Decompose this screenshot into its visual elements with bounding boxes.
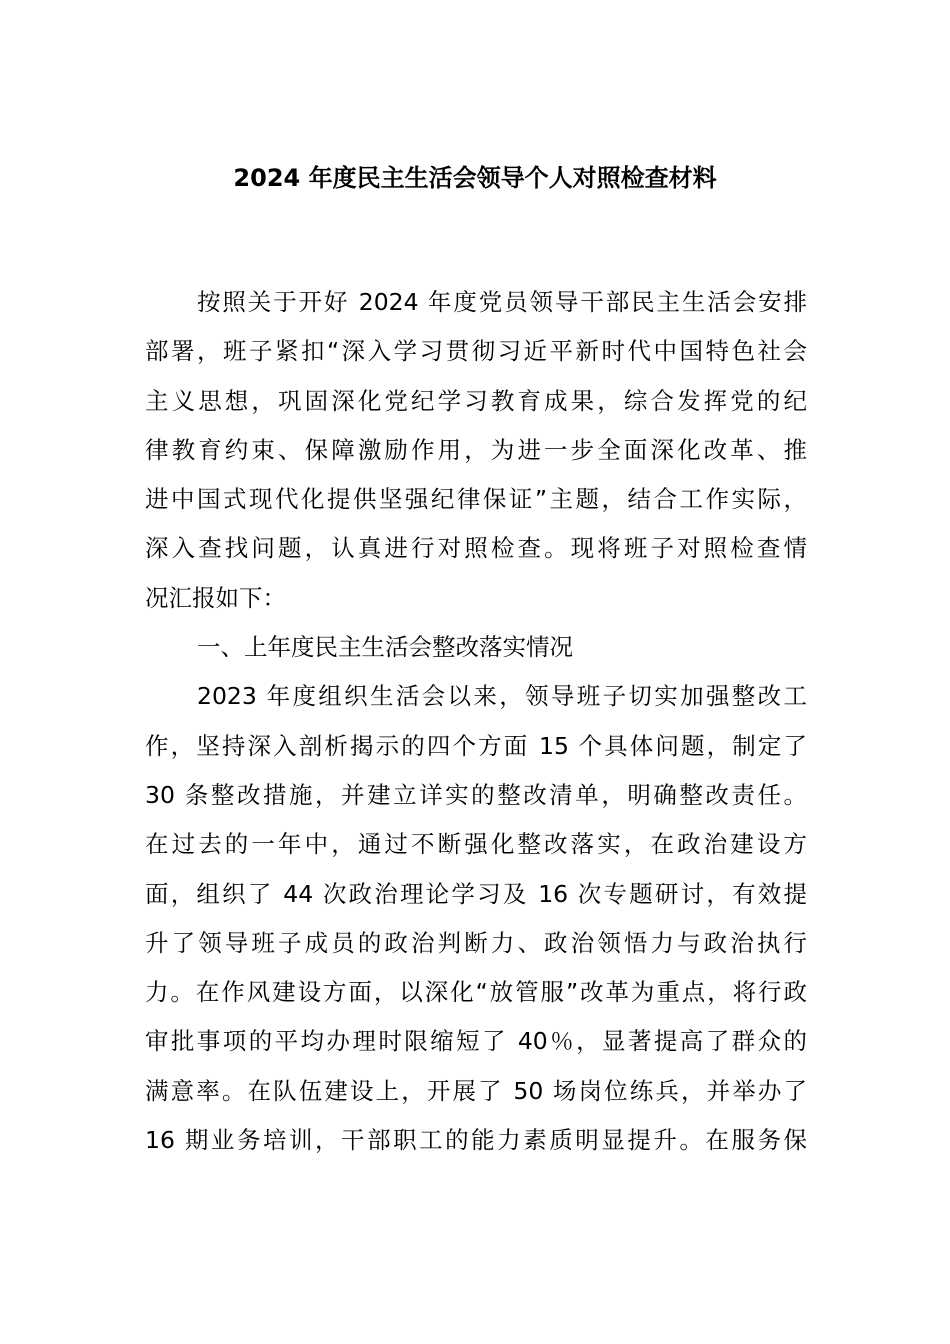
body-line: 进中国式现代化提供坚强纪律保证”主题，结合工作实际，: [145, 485, 807, 514]
body-line: 况汇报如下：: [145, 583, 286, 612]
body-line: 面，组织了 44 次政治理论学习及 16 次专题研讨，有效提: [145, 879, 807, 908]
body-line: 按照关于开好 2024 年度党员领导干部民主生活会安排: [197, 288, 807, 316]
body-line: 16 期业务培训，干部职工的能力素质明显提升。在服务保: [145, 1126, 807, 1155]
document-body: [145, 278, 807, 1165]
body-line: 在过去的一年中，通过不断强化整改落实，在政治建设方: [145, 830, 807, 859]
body-line: 主义思想，巩固深化党纪学习教育成果，综合发挥党的纪: [145, 386, 807, 415]
body-line: 力。在作风建设方面，以深化“放管服”改革为重点，将行政: [145, 978, 807, 1007]
section-heading: 一、上年度民主生活会整改落实情况: [197, 633, 573, 662]
document-title: 2024 年度民主生活会领导个人对照检查材料: [233, 164, 717, 192]
body-line: 律教育约束、保障激励作用，为进一步全面深化改革、推: [145, 435, 807, 464]
body-line: 审批事项的平均办理时限缩短了 40％，显著提高了群众的: [145, 1027, 807, 1056]
body-line: 深入查找问题，认真进行对照检查。现将班子对照检查情: [145, 534, 807, 563]
body-line: 部署，班子紧扣“深入学习贯彻习近平新时代中国特色社会: [145, 337, 807, 366]
body-line: 满意率。在队伍建设上，开展了 50 场岗位练兵，并举办了: [145, 1076, 807, 1105]
body-line: 30 条整改措施，并建立详实的整改清单，明确整改责任。: [145, 780, 807, 809]
body-line: 升了领导班子成员的政治判断力、政治领悟力与政治执行: [145, 928, 807, 957]
body-line: 作，坚持深入剖析揭示的四个方面 15 个具体问题，制定了: [145, 731, 807, 760]
body-line: 2023 年度组织生活会以来，领导班子切实加强整改工: [197, 682, 807, 711]
